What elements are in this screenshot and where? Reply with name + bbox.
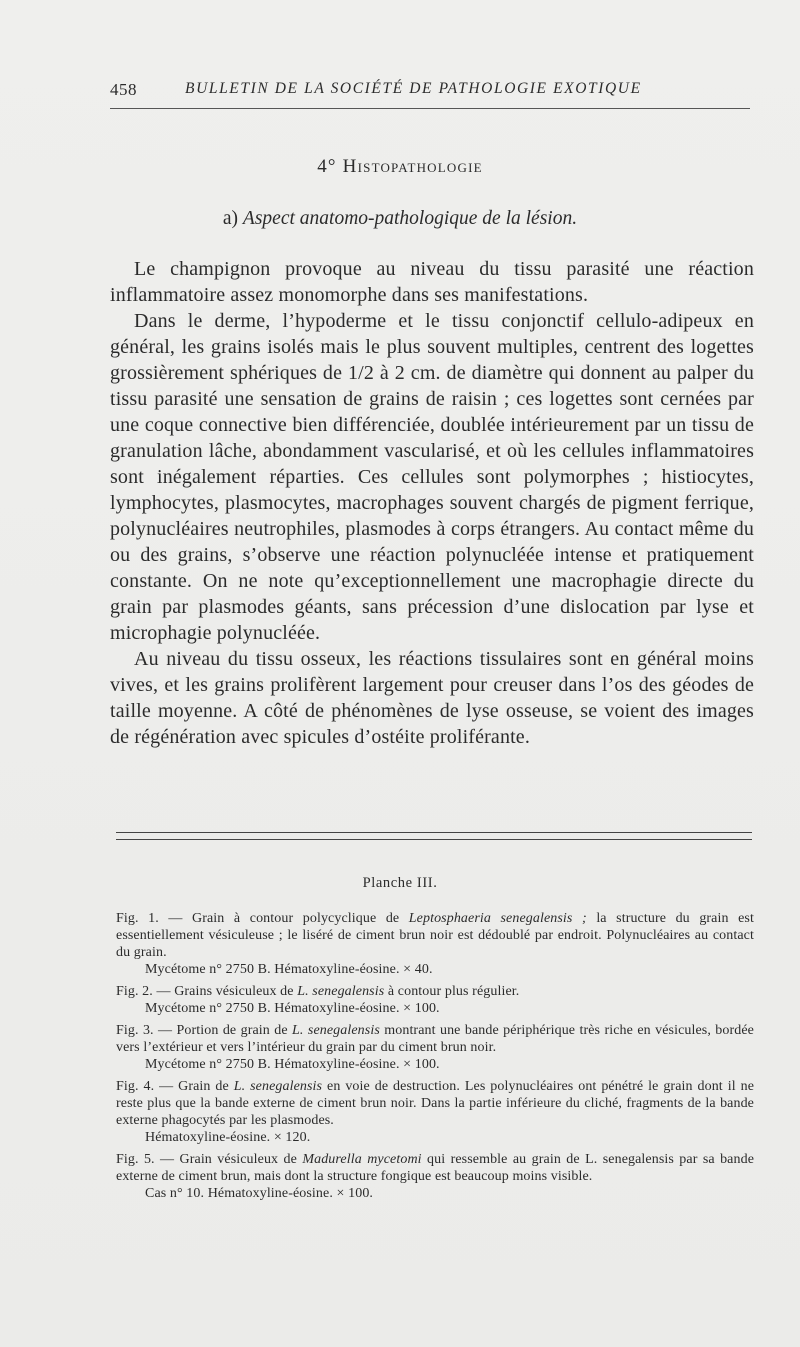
subsection-title: Aspect anatomo-pathologique de la lésion. <box>242 208 578 229</box>
caption-text: en voie de destruction. Les polynucléaires ont pénétré le grain dont il ne reste plus que la bande externe de ciment brun noir. Dans la partie inférieure du cliché, fragments de la bande externe phagocytés par les plasmodes. <box>116 1079 755 1128</box>
figure-caption <box>116 910 754 978</box>
figure-caption <box>116 1151 754 1202</box>
running-title: BULLETIN DE LA SOCIÉTÉ DE PATHOLOGIE EXOTIQUE <box>185 80 642 97</box>
caption-species: L. senegalensis <box>233 1079 323 1094</box>
caption-species: Leptosphaeria senegalensis ; <box>408 911 587 926</box>
page-number: 458 <box>110 80 137 99</box>
caption-text: à contour plus régulier. <box>384 984 520 999</box>
caption-magnification: Mycétome n° 2750 B. Hématoxyline-éosine. × 100. <box>145 1001 440 1016</box>
caption-label: Fig. 5. — <box>116 1152 175 1167</box>
figure-caption <box>116 1078 754 1146</box>
section-title: 4° Histopathologie <box>317 156 483 177</box>
caption-magnification: Mycétome n° 2750 B. Hématoxyline-éosine. × 40. <box>145 962 433 977</box>
caption-label: Fig. 4. — <box>116 1079 174 1094</box>
subsection-prefix: a) <box>222 208 239 229</box>
caption-species: L. senegalensis <box>297 984 385 999</box>
figure-caption <box>116 1022 754 1073</box>
caption-text: la structure du grain est essentiellement vésiculeuse ; le liséré de ciment brun noir est dédoublé par endroit. Polynucléaires au contact du grain. <box>116 911 754 960</box>
caption-species: L. senegalensis <box>292 1023 380 1038</box>
caption-magnification: Mycétome n° 2750 B. Hématoxyline-éosine. × 100. <box>145 1057 440 1072</box>
caption-text: montrant une bande périphérique très riche en vésicules, bordée vers l’extérieur et vers l’intérieur du grain par du ciment brun noir. <box>116 1023 754 1055</box>
body-text <box>110 256 754 750</box>
caption-label: Fig. 3. — <box>116 1023 173 1038</box>
figure-captions <box>116 910 754 1207</box>
caption-text: Grain vésiculeux de <box>179 1152 303 1167</box>
header-rule <box>110 108 750 109</box>
paragraph: Au niveau du tissu osseux, les réactions tissulaires sont en général moins vives, et les grains prolifèrent largement pour creuser dans l’os des géodes de taille moyenne. A côté de phénomènes de lyse osseuse, se voient des images de régénération avec spicules d’ostéite proliférante. <box>110 648 754 748</box>
caption-text: qui ressemble au grain de L. senegalensis par sa bande externe de ciment brun, mais dont la structure fongique est beaucoup moins visible. <box>116 1152 755 1184</box>
page-header <box>110 80 750 104</box>
paragraph: Dans le derme, l’hypoderme et le tissu conjonctif cellulo-adipeux en général, les grains isolés mais le plus souvent multiples, centrent des logettes grossièrement sphériques de 1/2 à 2 cm. de diamètre qui donnent au palper du tissu parasité une sensation de grains de raisin ; ces logettes sont cernées par une coque connective bien différenciée, doublée intérieurement par un tissu de granulation lâche, abondamment vascularisé, et où les cellules inflammatoires sont inégalement réparties. Ces cellules sont polymorphes ; histiocytes, lymphocytes, plasmocytes, macrophages souvent chargés de pigment ferrique, polynucléaires neutrophiles, plasmodes à corps étrangers. Au contact même du ou des grains, s’observe une réaction polynucléée intense et pratiquement constante. On ne note qu’exceptionnellement une macrophagie directe du grain par plasmodes géants, sans précession d’une dislocation par lyse et microphagie polynucléée. <box>110 310 754 644</box>
caption-text: Grain à contour polycyclique de <box>192 911 409 926</box>
caption-text: Portion de grain de <box>176 1023 293 1038</box>
caption-magnification: Hématoxyline-éosine. × 120. <box>145 1130 311 1145</box>
caption-text: Grain de <box>178 1079 234 1094</box>
subsection-heading <box>0 208 800 230</box>
double-rule-divider <box>116 832 752 840</box>
caption-label: Fig. 1. — <box>116 911 183 926</box>
caption-magnification: Cas n° 10. Hématoxyline-éosine. × 100. <box>145 1186 374 1201</box>
caption-label: Fig. 2. — <box>116 984 171 999</box>
paragraph: Le champignon provoque au niveau du tissu parasité une réaction inflammatoire assez monomorphe dans ses manifestations. <box>110 258 754 306</box>
caption-text: Grains vésiculeux de <box>174 984 298 999</box>
caption-species: Madurella mycetomi <box>302 1152 422 1167</box>
plate-title: Planche III. <box>362 875 438 891</box>
figure-caption <box>116 983 754 1017</box>
